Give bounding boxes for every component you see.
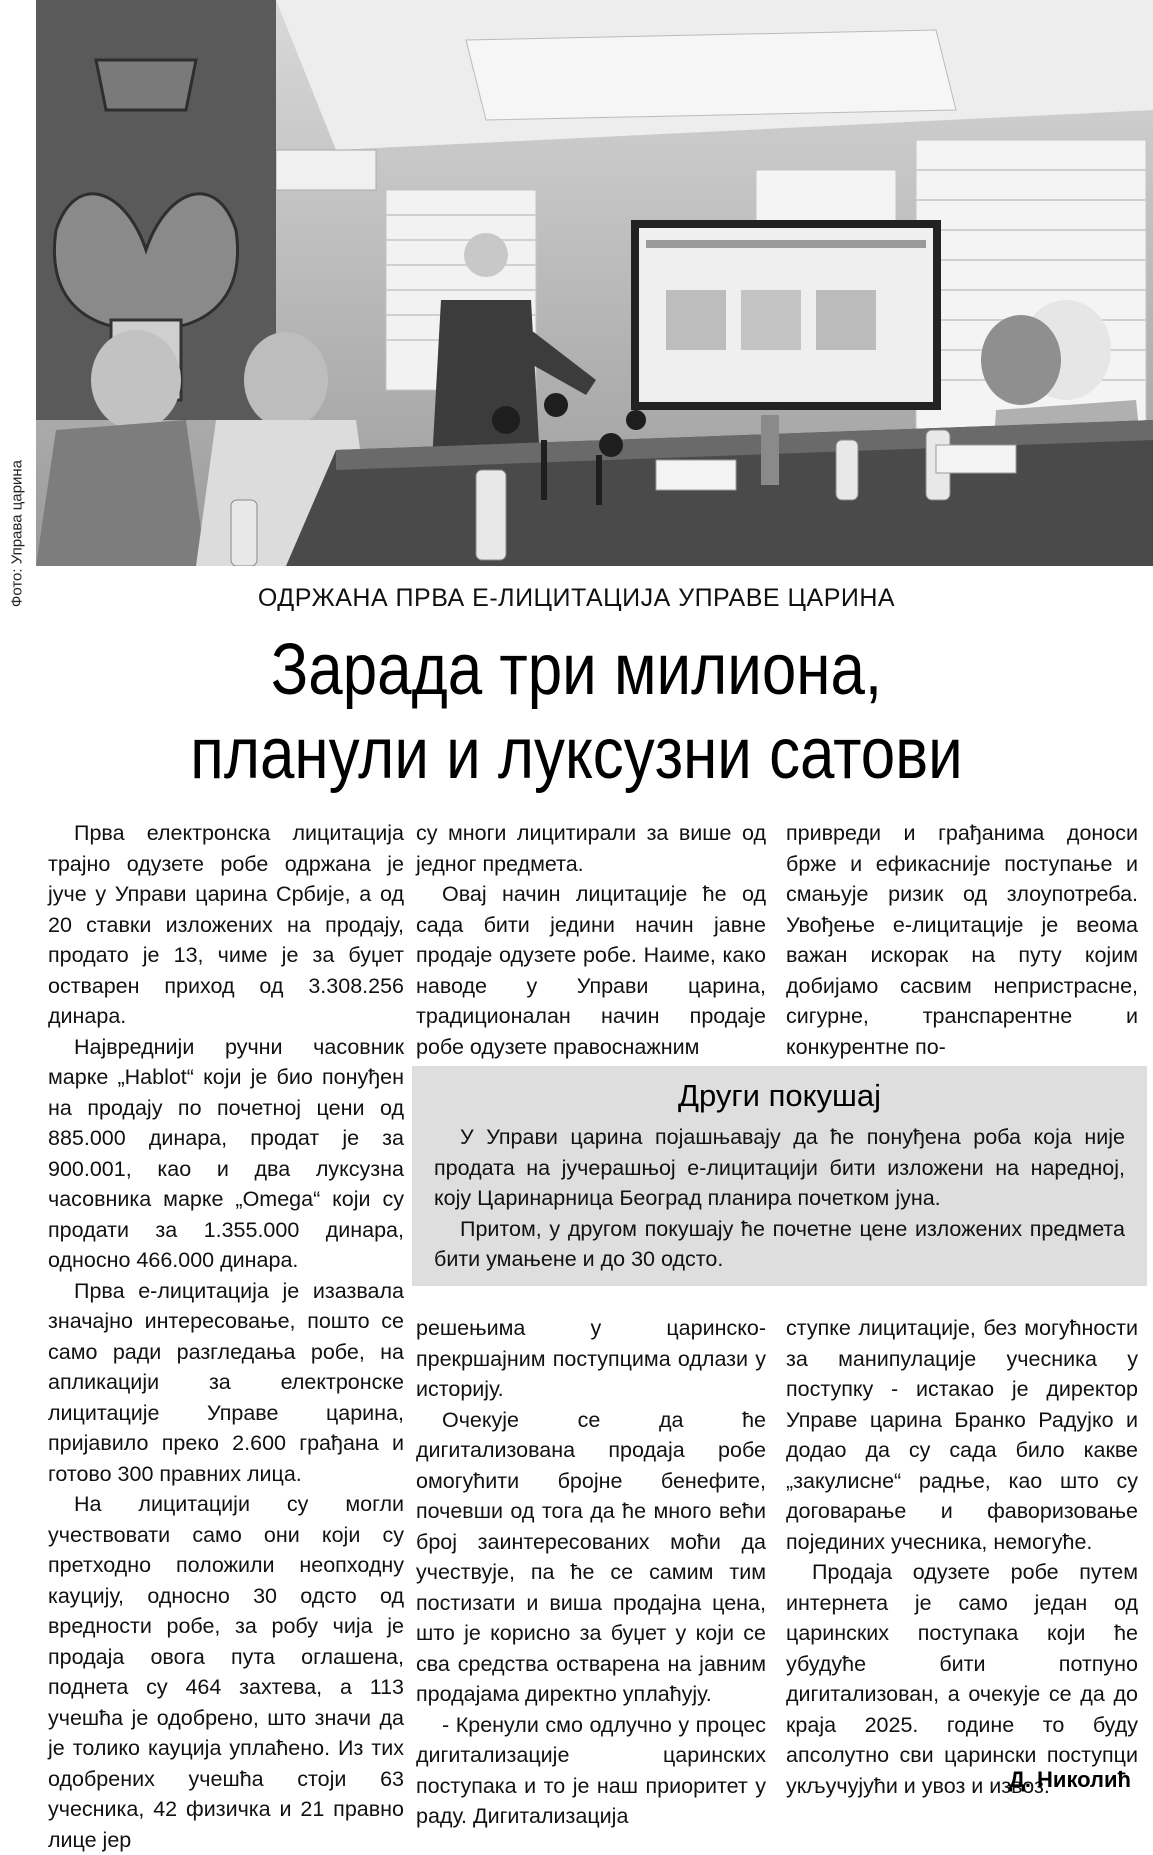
paragraph: Овај начин лицитације ће од сада бити једини начин јавне продаје одузете робе. Наиме, како наводе у Управи царина, традиционалан начин продаје робе одузете правоснажним: [416, 882, 766, 1059]
paragraph: решењима у царинско-прекршајним поступцима одлази у историју.: [416, 1316, 766, 1401]
article-kicker: ОДРЖАНА ПРВА Е-ЛИЦИТАЦИЈА УПРАВЕ ЦАРИНА: [257, 584, 896, 612]
article-headline: [81, 628, 1073, 796]
air-conditioner: [276, 150, 376, 190]
column-3-top: [786, 818, 1138, 1062]
table-flag: [761, 415, 779, 485]
paragraph: Највреднији ручни часовник марке „Hablot“ који је био понуђен на продају по почетној цени од 885.000 динара, продат је за 900.001, као и два луксузна часовника марке „Omega“ који су продати за 1.355.000 динара, односно 466.000 динара.: [48, 1034, 404, 1272]
paragraph: - Кренули смо одлучно у процес дигитализације царинских поступака и то је наш приоритет у раду. Дигитализација: [416, 1712, 766, 1828]
paragraph: привреди и грађанима доноси брже и ефикасније поступање и смањује ризик од злоупотреба. Увођење е-лицитације је веома важан искорак на путу којим добијамо сасвим непристрасне, сигурне, транспарентне и конкурентне по-: [786, 821, 1138, 1059]
box-paragraph: У Управи царина појашњавају да ће понуђена роба која није продата на јучерашњој е-лицитацији бити изложени на наредној, коју Царинарница Београд планира почетком јуна.: [434, 1125, 1125, 1210]
headline-line-2: планули и луксузни сатови: [190, 714, 963, 794]
column-3-bottom: [786, 1313, 1138, 1801]
box-title: Други покушај: [677, 1078, 882, 1113]
presentation-screen-icon: [631, 220, 941, 410]
press-conference-photo: [36, 0, 1153, 566]
author-signature: Д. Николић: [1009, 1767, 1131, 1792]
paragraph: Продаја одузете робе путем интернета је само један од царинских поступака који ће убудуће бити потпуно дигитализован, а очекује се да до краја 2025. године то буду апсолутно сви царински поступци укључујући и увоз и извоз.: [786, 1560, 1138, 1798]
photo-credit: [2, 0, 32, 608]
photo-credit-text: Фото: Управа царина: [8, 460, 26, 608]
paragraph: су многи лицитирали за више од једног предмета.: [416, 821, 766, 876]
article-photo: [36, 0, 1153, 566]
paragraph: Прва електронска лицитација трајно одузете робе одржана је јуче у Управи царина Србије, а од 20 ставки изложених на продају, продато је 13, чиме је за буџет остварен приход од 3.308.256 динара.: [48, 821, 404, 1028]
headline-line-1: Зарада три милиона,: [270, 630, 883, 710]
paragraph: Прва е-лицитација је изазвала значајно интересовање, пошто се само ради разгледања робе, на апликацији за електронске лицитације Управе царина, пријавило преко 2.600 грађана и готово 300 правних лица.: [48, 1278, 404, 1486]
paragraph: Очекује се да ће дигитализована продаја робе омогућити бројне бенефите, почевши од тога да ће много већи број заинтересованих моћи да учествује, па ће се самим тим постизати и виша продајна цена, што је корисно за буџет у који се сва средства остварена на јавним продајама директно уплаћују.: [416, 1407, 766, 1706]
paragraph: ступке лицитације, без могућности за манипулације учесника у поступку - истакао је директор Управе царина Бранко Радујко и додао да су сада било какве „закулисне“ радње, као што су договарање и фаворизовање појединих учесника, немогуће.: [786, 1316, 1138, 1554]
column-2-top: [416, 818, 766, 1062]
sidebar-box: [412, 1066, 1147, 1286]
box-paragraph: Притом, у другом покушају ће почетне цене изложених предмета бити умањене и до 30 одсто.: [434, 1216, 1125, 1271]
column-2-bottom: [416, 1313, 766, 1832]
column-1: [48, 818, 404, 1855]
paragraph: На лицитацији су могли учествовати само они који су претходно положили неопходну кауцију, односно 30 одсто од вредности робе, за робу чија је продаја овога пута оглашена, поднета су 464 захтева, а 113 учешћа је одобрено, што значи да је толико кауција уплаћено. Из тих одобрених учешћа стоји 63 учесника, 42 физичка и 21 правно лице јер: [48, 1492, 404, 1852]
